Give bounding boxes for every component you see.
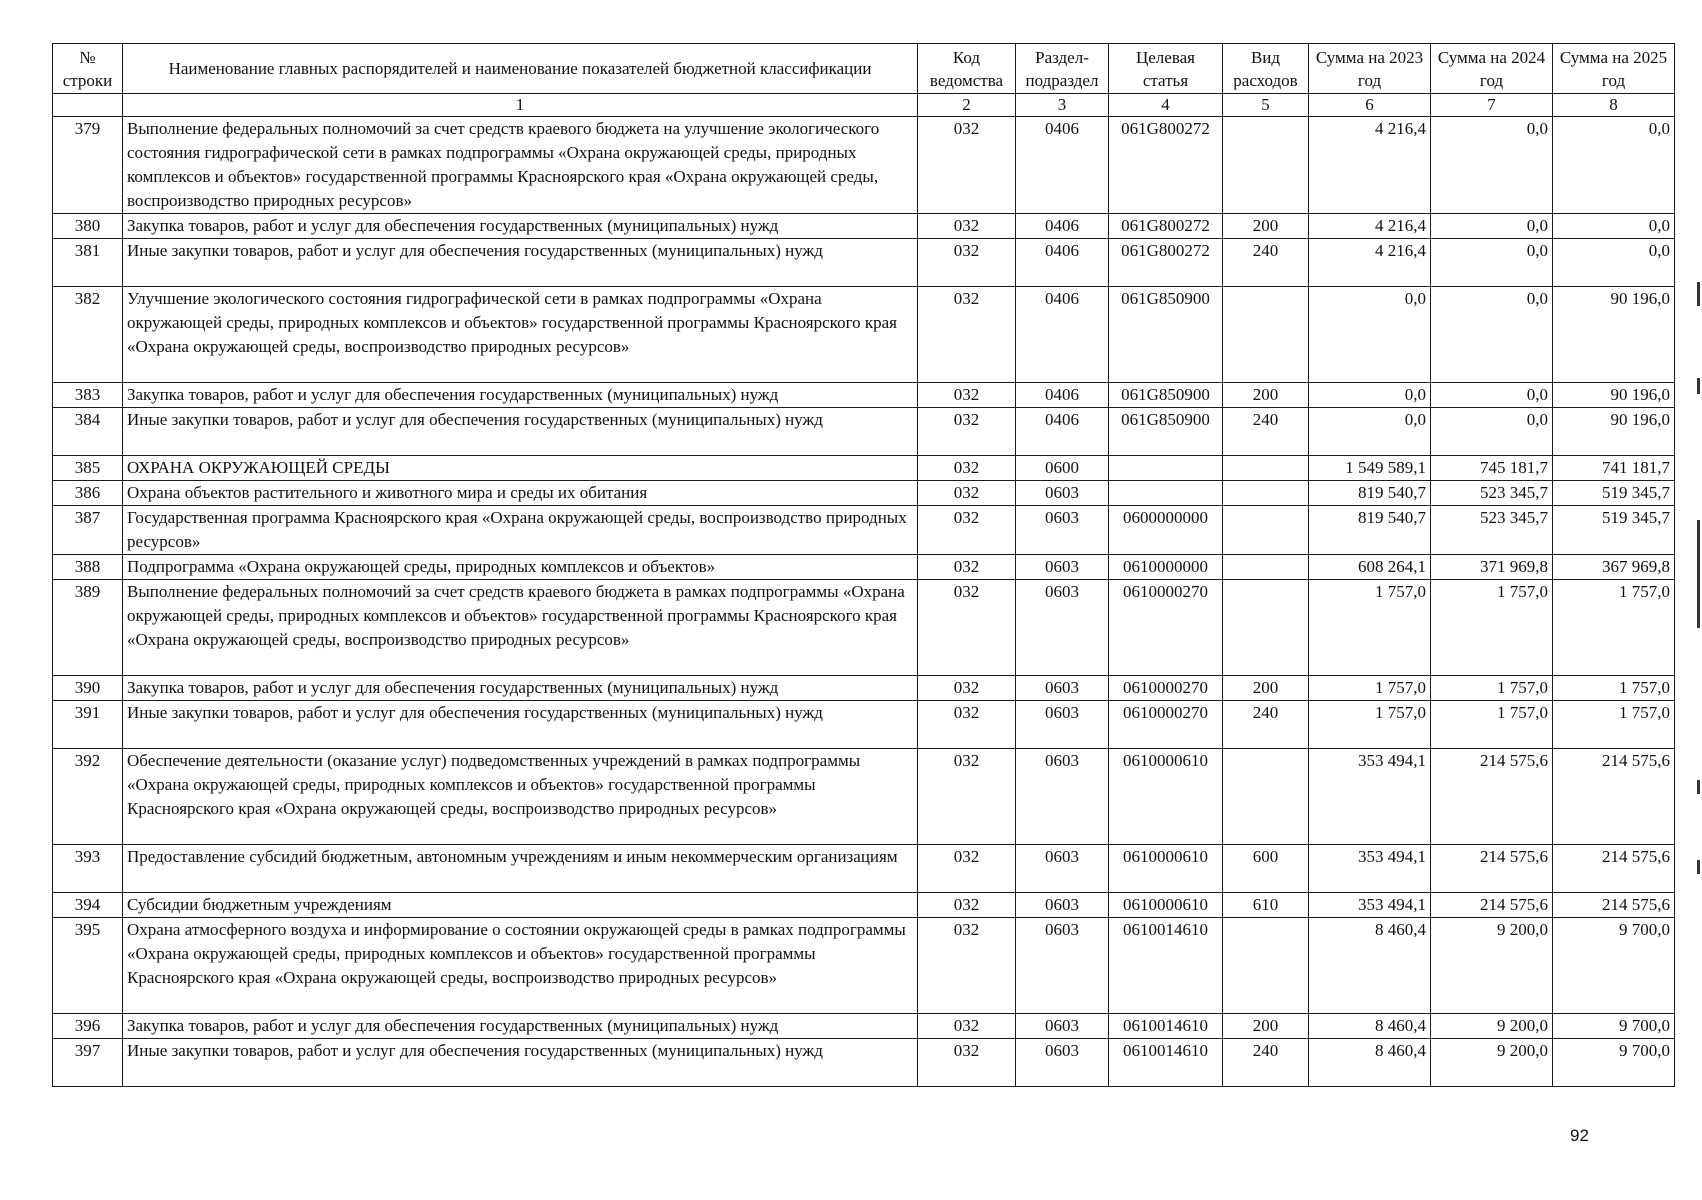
sum-2023: 8 460,4: [1309, 1014, 1431, 1039]
row-name: Выполнение федеральных полномочий за счет средств краевого бюджета в рамках подпрограммы «Охрана окружающей среды, природных комплексов и объектов» государственной программы Красноярского края «Охрана окружающей среды, воспроизводство природных ресурсов»: [123, 580, 918, 676]
row-number: 380: [53, 214, 123, 239]
table-row: [53, 676, 1675, 701]
sum-2025: 0,0: [1553, 117, 1675, 214]
expense-type-code: 240: [1223, 701, 1309, 749]
sum-2023: 353 494,1: [1309, 893, 1431, 918]
sum-2023: 4 216,4: [1309, 239, 1431, 287]
sum-2025: 0,0: [1553, 214, 1675, 239]
sum-2025: 90 196,0: [1553, 408, 1675, 456]
column-index: 2: [918, 94, 1016, 117]
expense-type-code: 200: [1223, 1014, 1309, 1039]
sum-2025: 9 700,0: [1553, 918, 1675, 1014]
sum-2024: 0,0: [1431, 408, 1553, 456]
section-code: 0603: [1016, 845, 1109, 893]
sum-2025: 214 575,6: [1553, 749, 1675, 845]
department-code: 032: [918, 117, 1016, 214]
sum-2025: 1 757,0: [1553, 580, 1675, 676]
table-row: [53, 481, 1675, 506]
sum-2023: 0,0: [1309, 287, 1431, 383]
target-item-code: 0610014610: [1109, 918, 1223, 1014]
header-department-code: Код ведомства: [918, 44, 1016, 94]
column-index: 7: [1431, 94, 1553, 117]
sum-2024: 214 575,6: [1431, 845, 1553, 893]
sum-2025: 1 757,0: [1553, 676, 1675, 701]
section-code: 0603: [1016, 506, 1109, 555]
target-item-code: 0600000000: [1109, 506, 1223, 555]
table-row: [53, 555, 1675, 580]
sum-2024: 9 200,0: [1431, 918, 1553, 1014]
row-name: Иные закупки товаров, работ и услуг для обеспечения государственных (муниципальных) нужд: [123, 701, 918, 749]
table-row: [53, 383, 1675, 408]
sum-2025: 214 575,6: [1553, 893, 1675, 918]
row-number: 387: [53, 506, 123, 555]
column-index: [53, 94, 123, 117]
table-row: [53, 456, 1675, 481]
row-number: 392: [53, 749, 123, 845]
row-name: Подпрограмма «Охрана окружающей среды, природных комплексов и объектов»: [123, 555, 918, 580]
department-code: 032: [918, 239, 1016, 287]
table-row: [53, 117, 1675, 214]
column-index: 4: [1109, 94, 1223, 117]
row-number: 391: [53, 701, 123, 749]
sum-2024: 745 181,7: [1431, 456, 1553, 481]
table-row: [53, 287, 1675, 383]
expense-type-code: [1223, 117, 1309, 214]
table-row: [53, 749, 1675, 845]
section-code: 0603: [1016, 1039, 1109, 1087]
expense-type-code: 200: [1223, 214, 1309, 239]
sum-2024: 0,0: [1431, 383, 1553, 408]
sum-2024: 523 345,7: [1431, 481, 1553, 506]
row-number: 394: [53, 893, 123, 918]
sum-2024: 1 757,0: [1431, 580, 1553, 676]
row-number: 381: [53, 239, 123, 287]
section-code: 0406: [1016, 214, 1109, 239]
target-item-code: 0610000270: [1109, 676, 1223, 701]
header-row: [53, 44, 1675, 94]
department-code: 032: [918, 580, 1016, 676]
header-sum-2024: Сумма на 2024 год: [1431, 44, 1553, 94]
expense-type-code: [1223, 918, 1309, 1014]
header-sum-2025: Сумма на 2025 год: [1553, 44, 1675, 94]
table-row: [53, 214, 1675, 239]
row-number: 390: [53, 676, 123, 701]
section-code: 0406: [1016, 117, 1109, 214]
sum-2023: 608 264,1: [1309, 555, 1431, 580]
row-name: Обеспечение деятельности (оказание услуг) подведомственных учреждений в рамках подпрограммы «Охрана окружающей среды, природных комплексов и объектов» государственной программы Красноярского края «Охрана окружающей среды, воспроизводство природных ресурсов»: [123, 749, 918, 845]
target-item-code: 0610000000: [1109, 555, 1223, 580]
table-row: [53, 1014, 1675, 1039]
expense-type-code: 200: [1223, 383, 1309, 408]
target-item-code: 061G850900: [1109, 408, 1223, 456]
row-name: Охрана атмосферного воздуха и информирование о состоянии окружающей среды в рамках подпрограммы «Охрана окружающей среды, природных комплексов и объектов» государственной программы Красноярского края «Охрана окружающей среды, воспроизводство природных ресурсов»: [123, 918, 918, 1014]
section-code: 0603: [1016, 676, 1109, 701]
section-code: 0600: [1016, 456, 1109, 481]
expense-type-code: 240: [1223, 408, 1309, 456]
header-name: Наименование главных распорядителей и наименование показателей бюджетной классификации: [123, 44, 918, 94]
sum-2024: 214 575,6: [1431, 893, 1553, 918]
target-item-code: 061G850900: [1109, 287, 1223, 383]
target-item-code: 0610014610: [1109, 1039, 1223, 1087]
department-code: 032: [918, 481, 1016, 506]
sum-2025: 1 757,0: [1553, 701, 1675, 749]
expense-type-code: 240: [1223, 1039, 1309, 1087]
sum-2023: 0,0: [1309, 383, 1431, 408]
target-item-code: 0610000270: [1109, 701, 1223, 749]
target-item-code: 061G800272: [1109, 117, 1223, 214]
department-code: 032: [918, 287, 1016, 383]
target-item-code: 061G800272: [1109, 214, 1223, 239]
row-name: Иные закупки товаров, работ и услуг для обеспечения государственных (муниципальных) нужд: [123, 408, 918, 456]
department-code: 032: [918, 383, 1016, 408]
section-code: 0603: [1016, 749, 1109, 845]
row-number: 386: [53, 481, 123, 506]
sum-2024: 214 575,6: [1431, 749, 1553, 845]
department-code: 032: [918, 893, 1016, 918]
header-section: Раздел-подраздел: [1016, 44, 1109, 94]
department-code: 032: [918, 214, 1016, 239]
expense-type-code: [1223, 555, 1309, 580]
row-number: 388: [53, 555, 123, 580]
expense-type-code: [1223, 287, 1309, 383]
section-code: 0603: [1016, 481, 1109, 506]
row-name: Закупка товаров, работ и услуг для обеспечения государственных (муниципальных) нужд: [123, 383, 918, 408]
table-row: [53, 1039, 1675, 1087]
expense-type-code: 240: [1223, 239, 1309, 287]
sum-2024: 0,0: [1431, 239, 1553, 287]
target-item-code: 0610000610: [1109, 893, 1223, 918]
sum-2023: 1 757,0: [1309, 580, 1431, 676]
sum-2023: 1 549 589,1: [1309, 456, 1431, 481]
section-code: 0603: [1016, 555, 1109, 580]
sum-2025: 90 196,0: [1553, 287, 1675, 383]
sum-2025: 9 700,0: [1553, 1014, 1675, 1039]
section-code: 0406: [1016, 408, 1109, 456]
sum-2023: 4 216,4: [1309, 117, 1431, 214]
sum-2024: 0,0: [1431, 214, 1553, 239]
table-row: [53, 239, 1675, 287]
section-code: 0603: [1016, 701, 1109, 749]
expense-type-code: 200: [1223, 676, 1309, 701]
expense-type-code: [1223, 580, 1309, 676]
section-code: 0603: [1016, 918, 1109, 1014]
target-item-code: 061G850900: [1109, 383, 1223, 408]
section-code: 0603: [1016, 893, 1109, 918]
row-number: 389: [53, 580, 123, 676]
row-name: Охрана объектов растительного и животного мира и среды их обитания: [123, 481, 918, 506]
table-row: [53, 408, 1675, 456]
column-index: 6: [1309, 94, 1431, 117]
row-name: Выполнение федеральных полномочий за счет средств краевого бюджета на улучшение экологического состояния гидрографической сети в рамках подпрограммы «Охрана окружающей среды, природных комплексов и объектов» государственной программы Красноярского края «Охрана окружающей среды, воспроизводство природных ресурсов»: [123, 117, 918, 214]
target-item-code: 061G800272: [1109, 239, 1223, 287]
department-code: 032: [918, 456, 1016, 481]
column-index: 5: [1223, 94, 1309, 117]
sum-2025: 0,0: [1553, 239, 1675, 287]
target-item-code: 0610000610: [1109, 845, 1223, 893]
row-name: Государственная программа Красноярского края «Охрана окружающей среды, воспроизводство природных ресурсов»: [123, 506, 918, 555]
row-number: 395: [53, 918, 123, 1014]
row-number: 383: [53, 383, 123, 408]
row-name: Иные закупки товаров, работ и услуг для обеспечения государственных (муниципальных) нужд: [123, 1039, 918, 1087]
sum-2024: 9 200,0: [1431, 1014, 1553, 1039]
section-code: 0406: [1016, 287, 1109, 383]
expense-type-code: [1223, 506, 1309, 555]
row-name: Закупка товаров, работ и услуг для обеспечения государственных (муниципальных) нужд: [123, 676, 918, 701]
column-index: 1: [123, 94, 918, 117]
sum-2023: 8 460,4: [1309, 1039, 1431, 1087]
row-name: Улучшение экологического состояния гидрографической сети в рамках подпрограммы «Охрана окружающей среды, природных комплексов и объектов» государственной программы Красноярского края «Охрана окружающей среды, воспроизводство природных ресурсов»: [123, 287, 918, 383]
column-index: 3: [1016, 94, 1109, 117]
sum-2023: 353 494,1: [1309, 749, 1431, 845]
table-row: [53, 918, 1675, 1014]
header-target-item: Целевая статья: [1109, 44, 1223, 94]
section-code: 0406: [1016, 239, 1109, 287]
expense-type-code: 610: [1223, 893, 1309, 918]
row-name: Закупка товаров, работ и услуг для обеспечения государственных (муниципальных) нужд: [123, 214, 918, 239]
department-code: 032: [918, 1039, 1016, 1087]
sum-2024: 1 757,0: [1431, 701, 1553, 749]
target-item-code: 0610000610: [1109, 749, 1223, 845]
row-number: 397: [53, 1039, 123, 1087]
row-name: Субсидии бюджетным учреждениям: [123, 893, 918, 918]
column-index-row: [53, 94, 1675, 117]
column-index: 8: [1553, 94, 1675, 117]
row-number: 393: [53, 845, 123, 893]
department-code: 032: [918, 918, 1016, 1014]
department-code: 032: [918, 1014, 1016, 1039]
row-name: Иные закупки товаров, работ и услуг для обеспечения государственных (муниципальных) нужд: [123, 239, 918, 287]
sum-2023: 1 757,0: [1309, 701, 1431, 749]
table-row: [53, 893, 1675, 918]
sum-2024: 523 345,7: [1431, 506, 1553, 555]
department-code: 032: [918, 408, 1016, 456]
sum-2024: 371 969,8: [1431, 555, 1553, 580]
sum-2024: 0,0: [1431, 287, 1553, 383]
scan-edge-mark: [1697, 282, 1700, 306]
page-number: 92: [1570, 1126, 1589, 1145]
expense-type-code: [1223, 456, 1309, 481]
budget-table: [52, 43, 1675, 1087]
sum-2023: 819 540,7: [1309, 506, 1431, 555]
section-code: 0603: [1016, 580, 1109, 676]
section-code: 0603: [1016, 1014, 1109, 1039]
scan-edge-mark: [1697, 780, 1700, 794]
sum-2024: 9 200,0: [1431, 1039, 1553, 1087]
sum-2023: 1 757,0: [1309, 676, 1431, 701]
sum-2024: 0,0: [1431, 117, 1553, 214]
table-row: [53, 580, 1675, 676]
header-expense-type: Вид расходов: [1223, 44, 1309, 94]
row-number: 385: [53, 456, 123, 481]
sum-2025: 367 969,8: [1553, 555, 1675, 580]
sum-2023: 353 494,1: [1309, 845, 1431, 893]
sum-2024: 1 757,0: [1431, 676, 1553, 701]
scan-edge-mark: [1697, 860, 1700, 874]
sum-2023: 4 216,4: [1309, 214, 1431, 239]
sum-2023: 819 540,7: [1309, 481, 1431, 506]
table-row: [53, 506, 1675, 555]
target-item-code: 0610014610: [1109, 1014, 1223, 1039]
target-item-code: 0610000270: [1109, 580, 1223, 676]
scan-edge-mark: [1697, 378, 1700, 394]
header-row-number: № строки: [53, 44, 123, 94]
sum-2025: 741 181,7: [1553, 456, 1675, 481]
row-name: Предоставление субсидий бюджетным, автономным учреждениям и иным некоммерческим организациям: [123, 845, 918, 893]
department-code: 032: [918, 701, 1016, 749]
department-code: 032: [918, 676, 1016, 701]
department-code: 032: [918, 749, 1016, 845]
scan-edge-mark: [1697, 520, 1700, 628]
budget-sheet: [52, 43, 1674, 1087]
expense-type-code: [1223, 749, 1309, 845]
sum-2025: 214 575,6: [1553, 845, 1675, 893]
sum-2023: 0,0: [1309, 408, 1431, 456]
header-sum-2023: Сумма на 2023 год: [1309, 44, 1431, 94]
target-item-code: [1109, 481, 1223, 506]
target-item-code: [1109, 456, 1223, 481]
section-code: 0406: [1016, 383, 1109, 408]
table-row: [53, 701, 1675, 749]
sum-2023: 8 460,4: [1309, 918, 1431, 1014]
table-row: [53, 845, 1675, 893]
department-code: 032: [918, 506, 1016, 555]
sum-2025: 519 345,7: [1553, 481, 1675, 506]
sum-2025: 519 345,7: [1553, 506, 1675, 555]
row-number: 379: [53, 117, 123, 214]
sum-2025: 90 196,0: [1553, 383, 1675, 408]
sum-2025: 9 700,0: [1553, 1039, 1675, 1087]
row-name: Закупка товаров, работ и услуг для обеспечения государственных (муниципальных) нужд: [123, 1014, 918, 1039]
expense-type-code: [1223, 481, 1309, 506]
expense-type-code: 600: [1223, 845, 1309, 893]
row-number: 396: [53, 1014, 123, 1039]
row-name: ОХРАНА ОКРУЖАЮЩЕЙ СРЕДЫ: [123, 456, 918, 481]
row-number: 384: [53, 408, 123, 456]
department-code: 032: [918, 845, 1016, 893]
department-code: 032: [918, 555, 1016, 580]
row-number: 382: [53, 287, 123, 383]
